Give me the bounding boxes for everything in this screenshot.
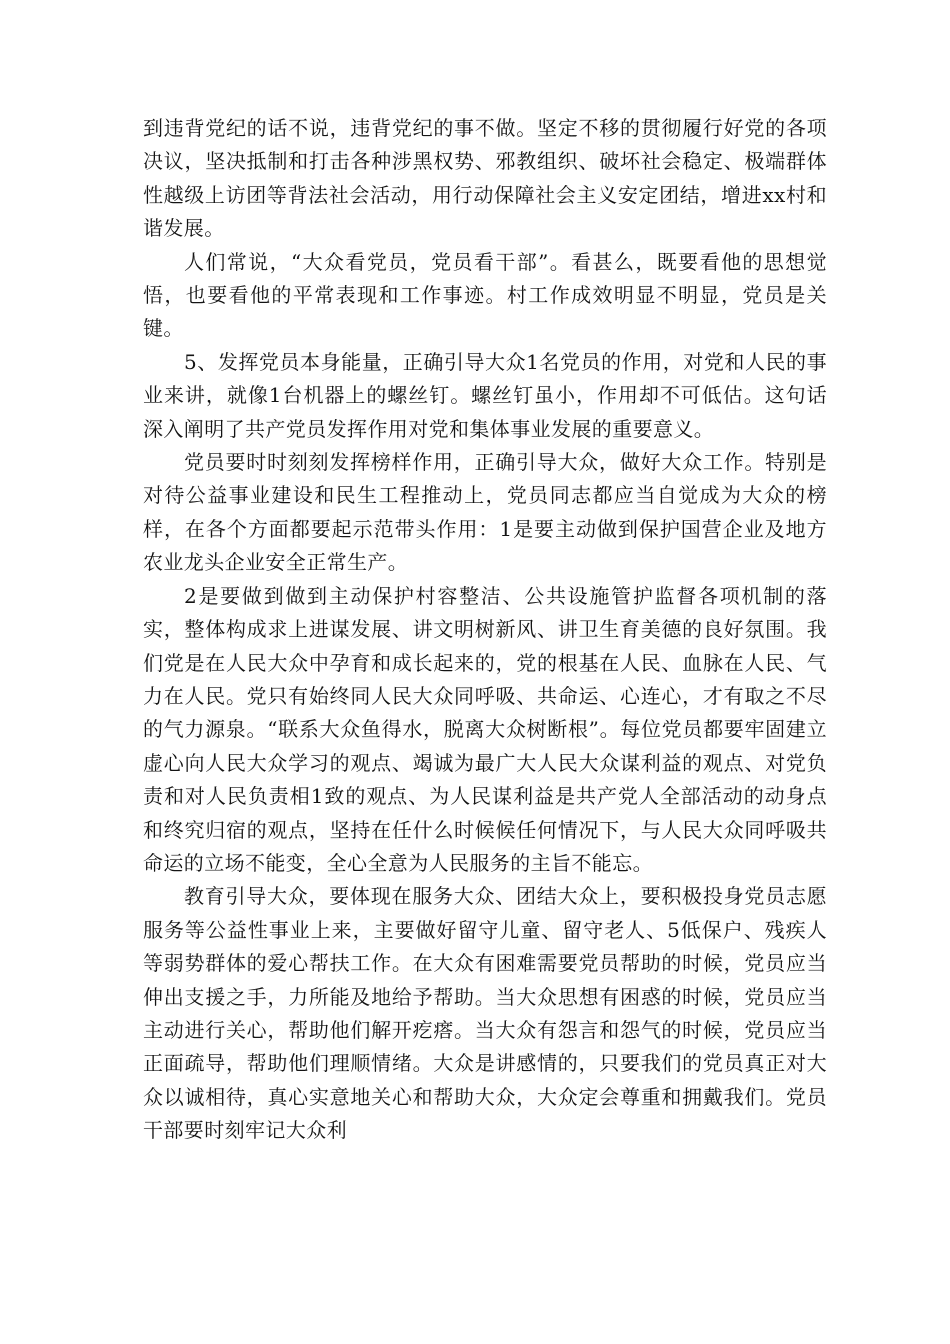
document-body: [143, 112, 827, 1148]
paragraph: 2是要做到做到主动保护村容整洁、公共设施管护监督各项机制的落实，整体构成求上进谋发展、讲文明树新风、讲卫生育美德的良好氛围。我们党是在人民大众中孕育和成长起来的，党的根基在人民、血脉在人民、气力在人民。党只有始终同人民大众同呼吸、共命运、心连心，才有取之不尽的气力源泉。“联系大众鱼得水，脱离大众树断根”。每位党员都要牢固建立虚心向人民大众学习的观点、竭诚为最广大人民大众谋利益的观点、对党负责和对人民负责相1致的观点、为人民谋利益是共产党人全部活动的动身点和终究归宿的观点，坚持在任什么时候候任何情况下，与人民大众同呼吸共命运的立场不能变，全心全意为人民服务的主旨不能忘。: [143, 583, 827, 875]
paragraph: 人们常说，“大众看党员，党员看干部”。看甚么，既要看他的思想觉悟，也要看他的平常表现和工作事迹。村工作成效明显不明显，党员是关键。: [143, 249, 827, 341]
paragraph: 5、发挥党员本身能量，正确引导大众1名党员的作用，对党和人民的事业来讲，就像1台机器上的螺丝钉。螺丝钉虽小，作用却不可低估。这句话深入阐明了共产党员发挥作用对党和集体事业发展的重要意义。: [143, 349, 827, 441]
paragraph: 教育引导大众，要体现在服务大众、团结大众上，要积极投身党员志愿服务等公益性事业上来，主要做好留守儿童、留守老人、5低保户、残疾人等弱势群体的爱心帮扶工作。在大众有困难需要党员帮助的时候，党员应当伸出支援之手，力所能及地给予帮助。当大众思想有困惑的时候，党员应当主动进行关心，帮助他们解开疙瘩。当大众有怨言和怨气的时候，党员应当正面疏导，帮助他们理顺情绪。大众是讲感情的，只要我们的党员真正对大众以诚相待，真心实意地关心和帮助大众，大众定会尊重和拥戴我们。党员干部要时刻牢记大众利: [143, 884, 827, 1143]
paragraph-continued: 到违背党纪的话不说，违背党纪的事不做。坚定不移的贯彻履行好党的各项决议，坚决抵制和打击各种涉黑权势、邪教组织、破坏社会稳定、极端群体性越级上访团等背法社会活动，用行动保障社会主义安定团结，增进xx村和谐发展。: [143, 116, 827, 241]
paragraph: 党员要时时刻刻发挥榜样作用，正确引导大众，做好大众工作。特别是对待公益事业建设和民生工程推动上，党员同志都应当自觉成为大众的榜样，在各个方面都要起示范带头作用：1是要主动做到保护国营企业及地方农业龙头企业安全正常生产。: [143, 450, 827, 575]
